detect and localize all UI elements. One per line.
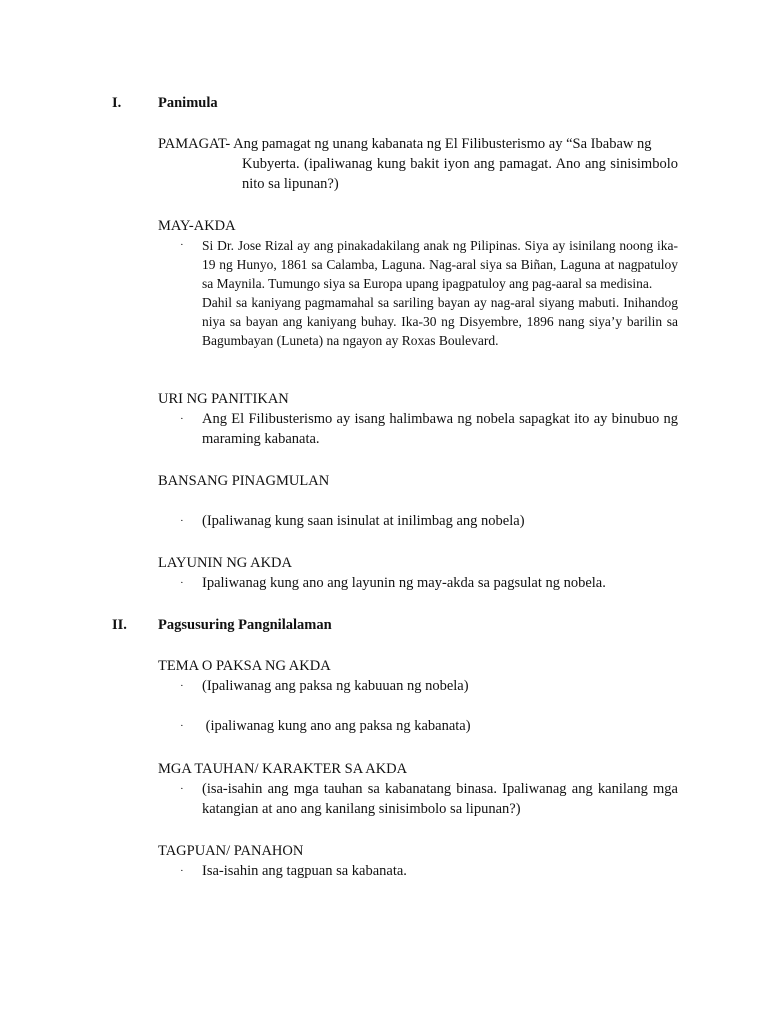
bansa-text: (Ipaliwanag kung saan isinulat at inilimbag ang nobela) — [202, 513, 525, 529]
list-item — [158, 779, 678, 819]
may-akda-paragraph-1: Si Dr. Jose Rizal ay ang pinakadakilang anak ng Pilipinas. Siya ay isinilang noong ika- 19 ng Hunyo, 1861 sa Calamba, Laguna. Nag-aral siya sa Biñan, Laguna at nagpatuloy sa Maynila. Tumungo siya sa Europa upang ipagpatuloy ang pag-aaral sa medisina. — [202, 238, 678, 291]
bullet-icon: · — [180, 239, 184, 251]
bullet-icon: · — [180, 577, 184, 589]
pamagat-block — [158, 134, 678, 194]
list-item — [158, 511, 678, 531]
section-title: Pagsusuring Pangnilalaman — [158, 617, 332, 633]
tagpuan-text: Isa-isahin ang tagpuan sa kabanata. — [202, 863, 407, 879]
bullet-icon: · — [180, 865, 184, 877]
bansa-title: BANSANG PINAGMULAN — [158, 473, 330, 489]
layunin-title: LAYUNIN NG AKDA — [158, 555, 292, 571]
tauhan-text: (isa-isahin ang mga tauhan sa kabanatang binasa. Ipaliwanag ang kanilang mga katangian at ano ang kanilang sinisimbolo sa lipunan?) — [202, 781, 678, 817]
layunin-text: Ipaliwanag kung ano ang layunin ng may-akda sa pagsulat ng nobela. — [202, 575, 606, 591]
bullet-icon: · — [180, 720, 184, 732]
tema-title: TEMA O PAKSA NG AKDA — [158, 658, 331, 674]
tema-block — [158, 656, 678, 736]
uri-text: Ang El Filibusterismo ay isang halimbawa ng nobela sapagkat ito ay binubuo ng maraming kabanata. — [202, 411, 678, 447]
pamagat-rest: Kubyerta. (ipaliwanag kung bakit iyon ang pamagat. Ano ang sinisimbolo nito sa lipunan?) — [242, 156, 678, 192]
tema-text-2: (ipaliwanag kung ano ang paksa ng kabanata) — [202, 718, 471, 734]
list-item — [158, 676, 678, 696]
section-heading-panimula — [112, 93, 218, 113]
layunin-block — [158, 553, 678, 593]
tagpuan-block — [158, 841, 678, 881]
list-item — [158, 861, 678, 881]
may-akda-title: MAY-AKDA — [158, 218, 236, 234]
list-item — [158, 409, 678, 449]
may-akda-paragraph-2: Dahil sa kaniyang pagmamahal sa sariling bayan ay nag-aral siyang mabuti. Inihandog niya sa bayan ang kaniyang buhay. Ika-30 ng Disyembre, 1896 nang siya’y barilin sa Bagumbayan (Luneta) na ngayon ay Roxas Boulevard. — [202, 295, 678, 348]
tagpuan-title: TAGPUAN/ PANAHON — [158, 843, 304, 859]
section-title: Panimula — [158, 95, 218, 111]
uri-title: URI NG PANITIKAN — [158, 391, 289, 407]
bullet-icon: · — [180, 515, 184, 527]
list-item — [158, 716, 678, 736]
tauhan-title: MGA TAUHAN/ KARAKTER SA AKDA — [158, 761, 408, 777]
list-item — [158, 573, 678, 593]
list-item — [158, 236, 678, 350]
section-number: I. — [112, 95, 122, 111]
bansa-block — [158, 471, 678, 531]
bullet-icon: · — [180, 413, 184, 425]
bullet-icon: · — [180, 680, 184, 692]
tauhan-block — [158, 759, 678, 819]
pamagat-line1: Ang pamagat ng unang kabanata ng El Filibusterismo ay “Sa Ibabaw ng — [233, 136, 652, 152]
may-akda-block — [158, 216, 678, 350]
tema-text-1: (Ipaliwanag ang paksa ng kabuuan ng nobela) — [202, 678, 469, 694]
section-number: II. — [112, 617, 127, 633]
pamagat-label: PAMAGAT- — [158, 136, 231, 152]
uri-block — [158, 389, 678, 449]
section-heading-pagsusuri — [112, 615, 332, 635]
bullet-icon: · — [180, 783, 184, 795]
